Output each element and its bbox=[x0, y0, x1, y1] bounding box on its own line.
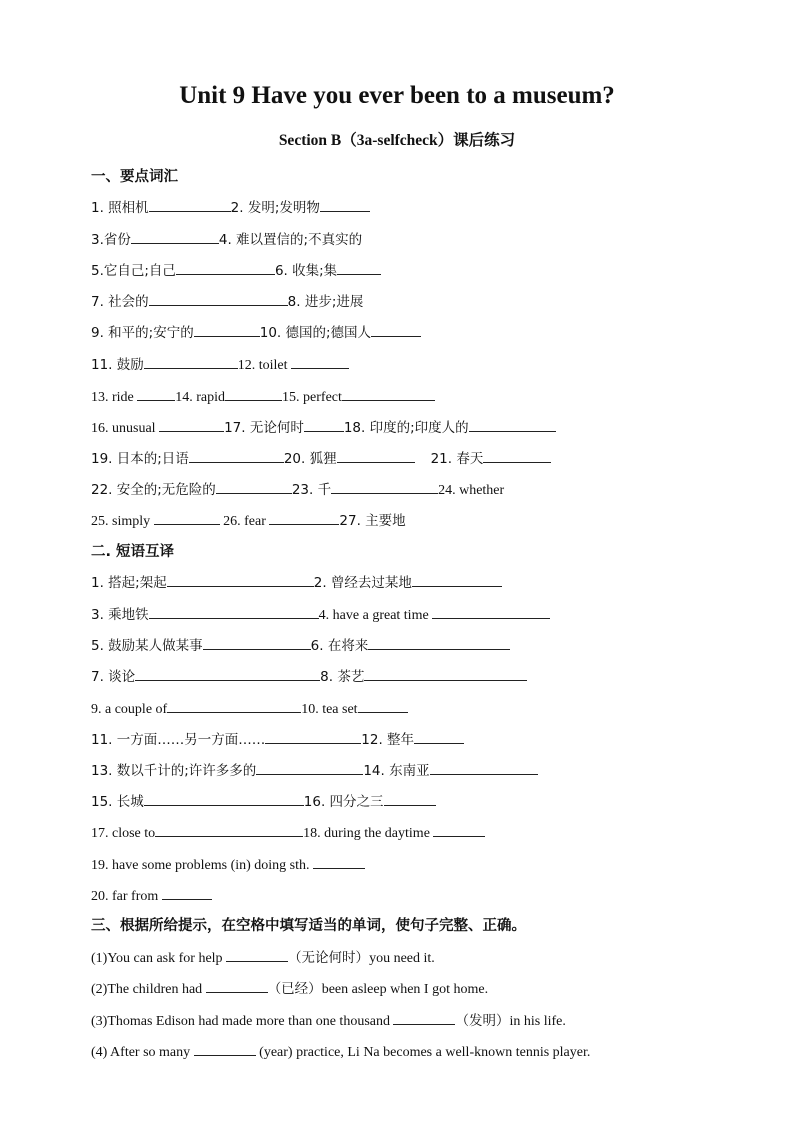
answer-blank[interactable] bbox=[337, 448, 415, 463]
answer-blank[interactable] bbox=[384, 791, 436, 806]
answer-blank[interactable] bbox=[167, 572, 314, 587]
answer-blank[interactable] bbox=[432, 604, 550, 619]
answer-blank[interactable] bbox=[412, 572, 502, 587]
list-item: (1)You can ask for help （无论何时）you need it. bbox=[91, 947, 435, 968]
answer-blank[interactable] bbox=[144, 791, 304, 806]
answer-blank[interactable] bbox=[135, 666, 320, 681]
answer-blank[interactable] bbox=[206, 978, 268, 993]
list-item: 1. 照相机 2. 发明;发明物 bbox=[91, 197, 370, 218]
answer-blank[interactable] bbox=[291, 354, 349, 369]
answer-blank[interactable] bbox=[216, 479, 292, 494]
answer-blank[interactable] bbox=[144, 354, 238, 369]
answer-blank[interactable] bbox=[433, 822, 485, 837]
page-subtitle: Section B（3a-selfcheck）课后练习 bbox=[278, 132, 516, 149]
list-item: (2)The children had （已经）been asleep when I got home. bbox=[91, 978, 488, 999]
answer-blank[interactable] bbox=[483, 448, 551, 463]
answer-blank[interactable] bbox=[137, 386, 175, 401]
answer-blank[interactable] bbox=[469, 417, 556, 432]
answer-blank[interactable] bbox=[430, 760, 538, 775]
answer-blank[interactable] bbox=[189, 448, 284, 463]
answer-blank[interactable] bbox=[393, 1010, 455, 1025]
answer-blank[interactable] bbox=[194, 322, 260, 337]
list-item: 19. have some problems (in) doing sth. bbox=[91, 854, 365, 875]
answer-blank[interactable] bbox=[154, 510, 220, 525]
list-item: 1. 搭起;架起 2. 曾经去过某地 bbox=[91, 572, 502, 593]
answer-blank[interactable] bbox=[256, 760, 363, 775]
answer-blank[interactable] bbox=[313, 854, 365, 869]
list-item: 11. 一方面……另一方面…… 12. 整年 bbox=[91, 729, 464, 750]
answer-blank[interactable] bbox=[304, 417, 344, 432]
answer-blank[interactable] bbox=[149, 604, 319, 619]
list-item: 13. ride 14. rapid 15. perfect bbox=[91, 386, 435, 407]
list-item: 3.省份 4. 难以置信的;不真实的 bbox=[91, 229, 362, 250]
answer-blank[interactable] bbox=[371, 322, 421, 337]
answer-blank[interactable] bbox=[225, 386, 282, 401]
answer-blank[interactable] bbox=[131, 229, 219, 244]
answer-blank[interactable] bbox=[414, 729, 464, 744]
answer-blank[interactable] bbox=[226, 947, 288, 962]
answer-blank[interactable] bbox=[358, 698, 408, 713]
list-item: 22. 安全的;无危险的 23. 千 24. whether bbox=[91, 479, 504, 500]
list-item: 20. far from bbox=[91, 885, 212, 906]
section-heading-sentences: 三、根据所给提示，在空格中填写适当的单词，使句子完整、正确。 bbox=[91, 918, 526, 934]
answer-blank[interactable] bbox=[194, 1041, 256, 1056]
list-item: 13. 数以千计的;许许多多的 14. 东南亚 bbox=[91, 760, 538, 781]
list-item: 7. 谈论 8. 茶艺 bbox=[91, 666, 527, 687]
answer-blank[interactable] bbox=[337, 260, 381, 275]
answer-blank[interactable] bbox=[364, 666, 527, 681]
answer-blank[interactable] bbox=[162, 885, 212, 900]
list-item: 5.它自己;自己 6. 收集;集 bbox=[91, 260, 381, 281]
list-item: 5. 鼓励某人做某事 6. 在将来 bbox=[91, 635, 510, 656]
answer-blank[interactable] bbox=[320, 197, 370, 212]
list-item: 9. 和平的;安宁的 10. 德国的;德国人 bbox=[91, 322, 421, 343]
section-heading-vocab: 一、要点词汇 bbox=[91, 169, 178, 185]
answer-blank[interactable] bbox=[342, 386, 435, 401]
list-item: 11. 鼓励 12. toilet bbox=[91, 354, 349, 375]
answer-blank[interactable] bbox=[331, 479, 438, 494]
answer-blank[interactable] bbox=[149, 291, 288, 306]
list-item: 16. unusual 17. 无论何时 18. 印度的;印度人的 bbox=[91, 417, 556, 438]
list-item: 3. 乘地铁 4. have a great time bbox=[91, 604, 550, 625]
page-title: Unit 9 Have you ever been to a museum? bbox=[179, 82, 615, 109]
answer-blank[interactable] bbox=[269, 510, 339, 525]
list-item: 19. 日本的;日语 20. 狐狸 21. 春天 bbox=[91, 448, 551, 469]
answer-blank[interactable] bbox=[167, 698, 301, 713]
list-item: (4) After so many (year) practice, Li Na becomes a well-known tennis player. bbox=[91, 1041, 590, 1062]
answer-blank[interactable] bbox=[155, 822, 303, 837]
answer-blank[interactable] bbox=[265, 729, 361, 744]
answer-blank[interactable] bbox=[176, 260, 275, 275]
answer-blank[interactable] bbox=[159, 417, 224, 432]
list-item: (3)Thomas Edison had made more than one thousand （发明）in his life. bbox=[91, 1010, 566, 1031]
answer-blank[interactable] bbox=[203, 635, 311, 650]
answer-blank[interactable] bbox=[149, 197, 231, 212]
list-item: 25. simply 26. fear 27. 主要地 bbox=[91, 510, 406, 531]
section-heading-phrases: 二. 短语互译 bbox=[91, 544, 175, 560]
answer-blank[interactable] bbox=[368, 635, 510, 650]
list-item: 15. 长城 16. 四分之三 bbox=[91, 791, 436, 812]
list-item: 9. a couple of 10. tea set bbox=[91, 698, 408, 719]
list-item: 17. close to 18. during the daytime bbox=[91, 822, 485, 843]
list-item: 7. 社会的 8. 进步;进展 bbox=[91, 291, 363, 312]
